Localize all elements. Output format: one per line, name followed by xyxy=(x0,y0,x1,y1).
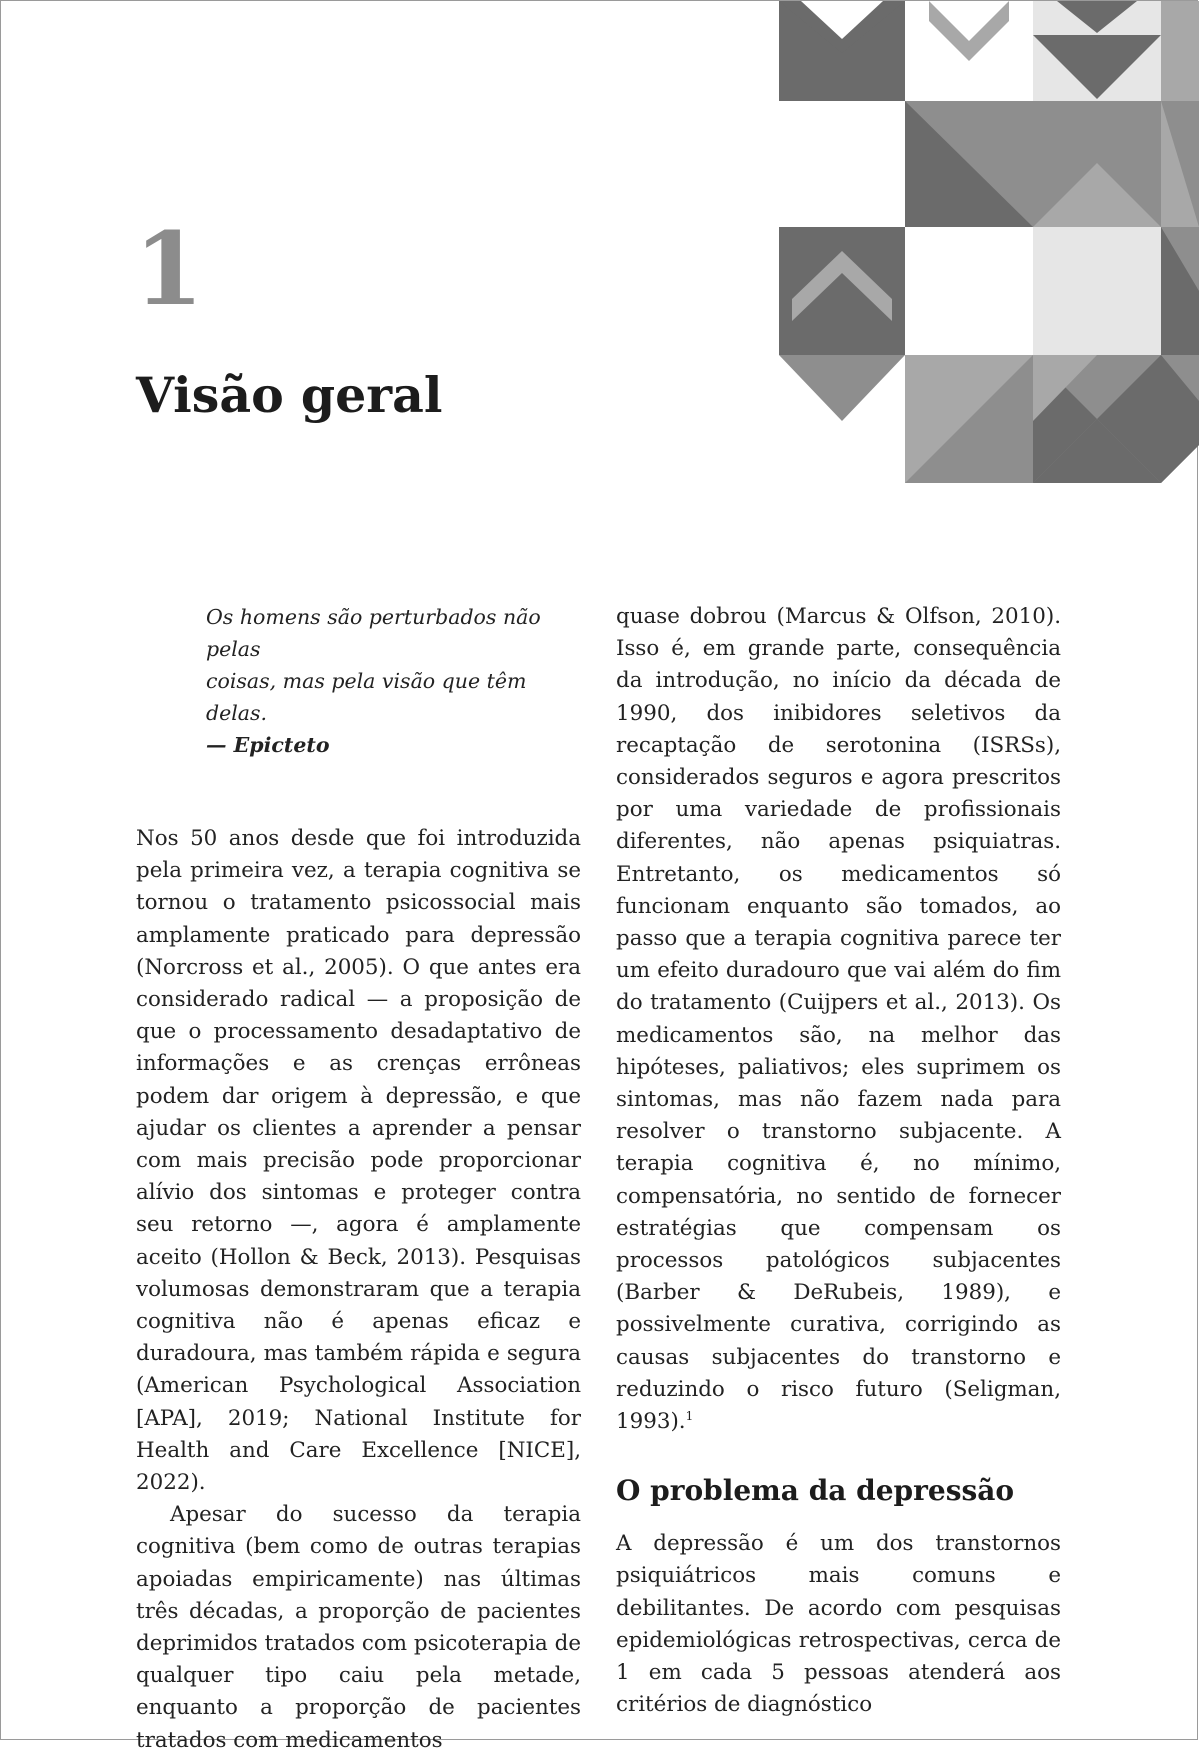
paragraph-text: quase dobrou (Marcus & Olfson, 2010). Isso é, em grande parte, consequência da introdução, no início da década de 1990, dos inibidores seletivos da recaptação de serotonina (ISRSs), considerados seguros e agora prescritos por uma variedade de profissionais diferentes, não apenas psiquiatras. Entretanto, os medicamentos só funcionam enquanto são tomados, ao passo que a terapia cognitiva parece ter um efeito duradouro que vai além do fim do tratamento (Cuijpers et al., 2013). Os medicamentos são, na melhor das hipóteses, paliativos; eles suprimem os sintomas, mas não fazem nada para resolver o transtorno subjacente. A terapia cognitiva é, no mínimo, compensatória, no sentido de fornecer estratégias que compensam os processos patológicos subjacentes (Barber & DeRubeis, 1989), e possivelmente curativa, corrigindo as causas subjacentes do transtorno e reduzindo o risco futuro (Seligman, 1993). xyxy=(616,604,1061,1435)
pattern-tile xyxy=(1161,1,1199,101)
body-paragraph: Nos 50 anos desde que foi introduzida pela primeira vez, a terapia cognitiva se tornou o tratamento psicossocial mais amplamente praticado para depressão (Norcross et al., 2005). O que antes era considerado radical — a proposição de que o processamento desadaptativo de informações e as crenças errôneas podem dar origem à depressão, e que ajudar os clientes a aprender a pensar com mais precisão pode proporcionar alívio dos sintomas e proteger contra seu retorno —, agora é amplamente aceito (Hollon & Beck, 2013). Pesquisas volumosas demonstraram que a terapia cognitiva não é apenas eficaz e duradoura, mas também rápida e segura (American Psychological Association [APA], 2019; National Institute for Health and Care Excellence [NICE], 2022). xyxy=(136,826,581,1496)
footnote-marker[interactable]: 1 xyxy=(685,1408,694,1423)
section-heading: O problema da depressão xyxy=(616,1474,1015,1508)
pattern-tile xyxy=(1033,227,1161,355)
epigraph-line: coisas, mas pela visão que têm delas. xyxy=(206,669,527,725)
chapter-number: 1 xyxy=(134,210,204,328)
epigraph xyxy=(206,601,576,761)
right-column xyxy=(616,601,1061,1722)
left-column xyxy=(136,601,581,1757)
body-paragraph: Apesar do sucesso da terapia cognitiva (bem como de outras terapias apoiadas empiricamente) nas últimas três décadas, a proporção de pacientes deprimidos tratados com psicoterapia de qualquer tipo caiu pela metade, enquanto a proporção de pacientes tratados com medicamentos xyxy=(136,1502,581,1753)
pattern-triangle xyxy=(779,355,905,421)
epigraph-line: Os homens são perturbados não pelas xyxy=(206,605,541,661)
body-paragraph: A depressão é um dos transtornos psiquiátricos mais comuns e debilitantes. De acordo com pesquisas epidemiológicas retrospectivas, cerca de 1 em cada 5 pessoas atenderá aos critérios de diagnóstico xyxy=(616,1531,1061,1718)
epigraph-author: — Epicteto xyxy=(206,733,330,757)
body-paragraph-continued xyxy=(616,601,1061,1438)
pattern-tile xyxy=(779,227,905,355)
chapter-title: Visão geral xyxy=(136,366,443,424)
pattern-tile xyxy=(779,101,905,227)
geometric-pattern-decoration xyxy=(779,1,1199,491)
pattern-tile xyxy=(905,227,1033,355)
